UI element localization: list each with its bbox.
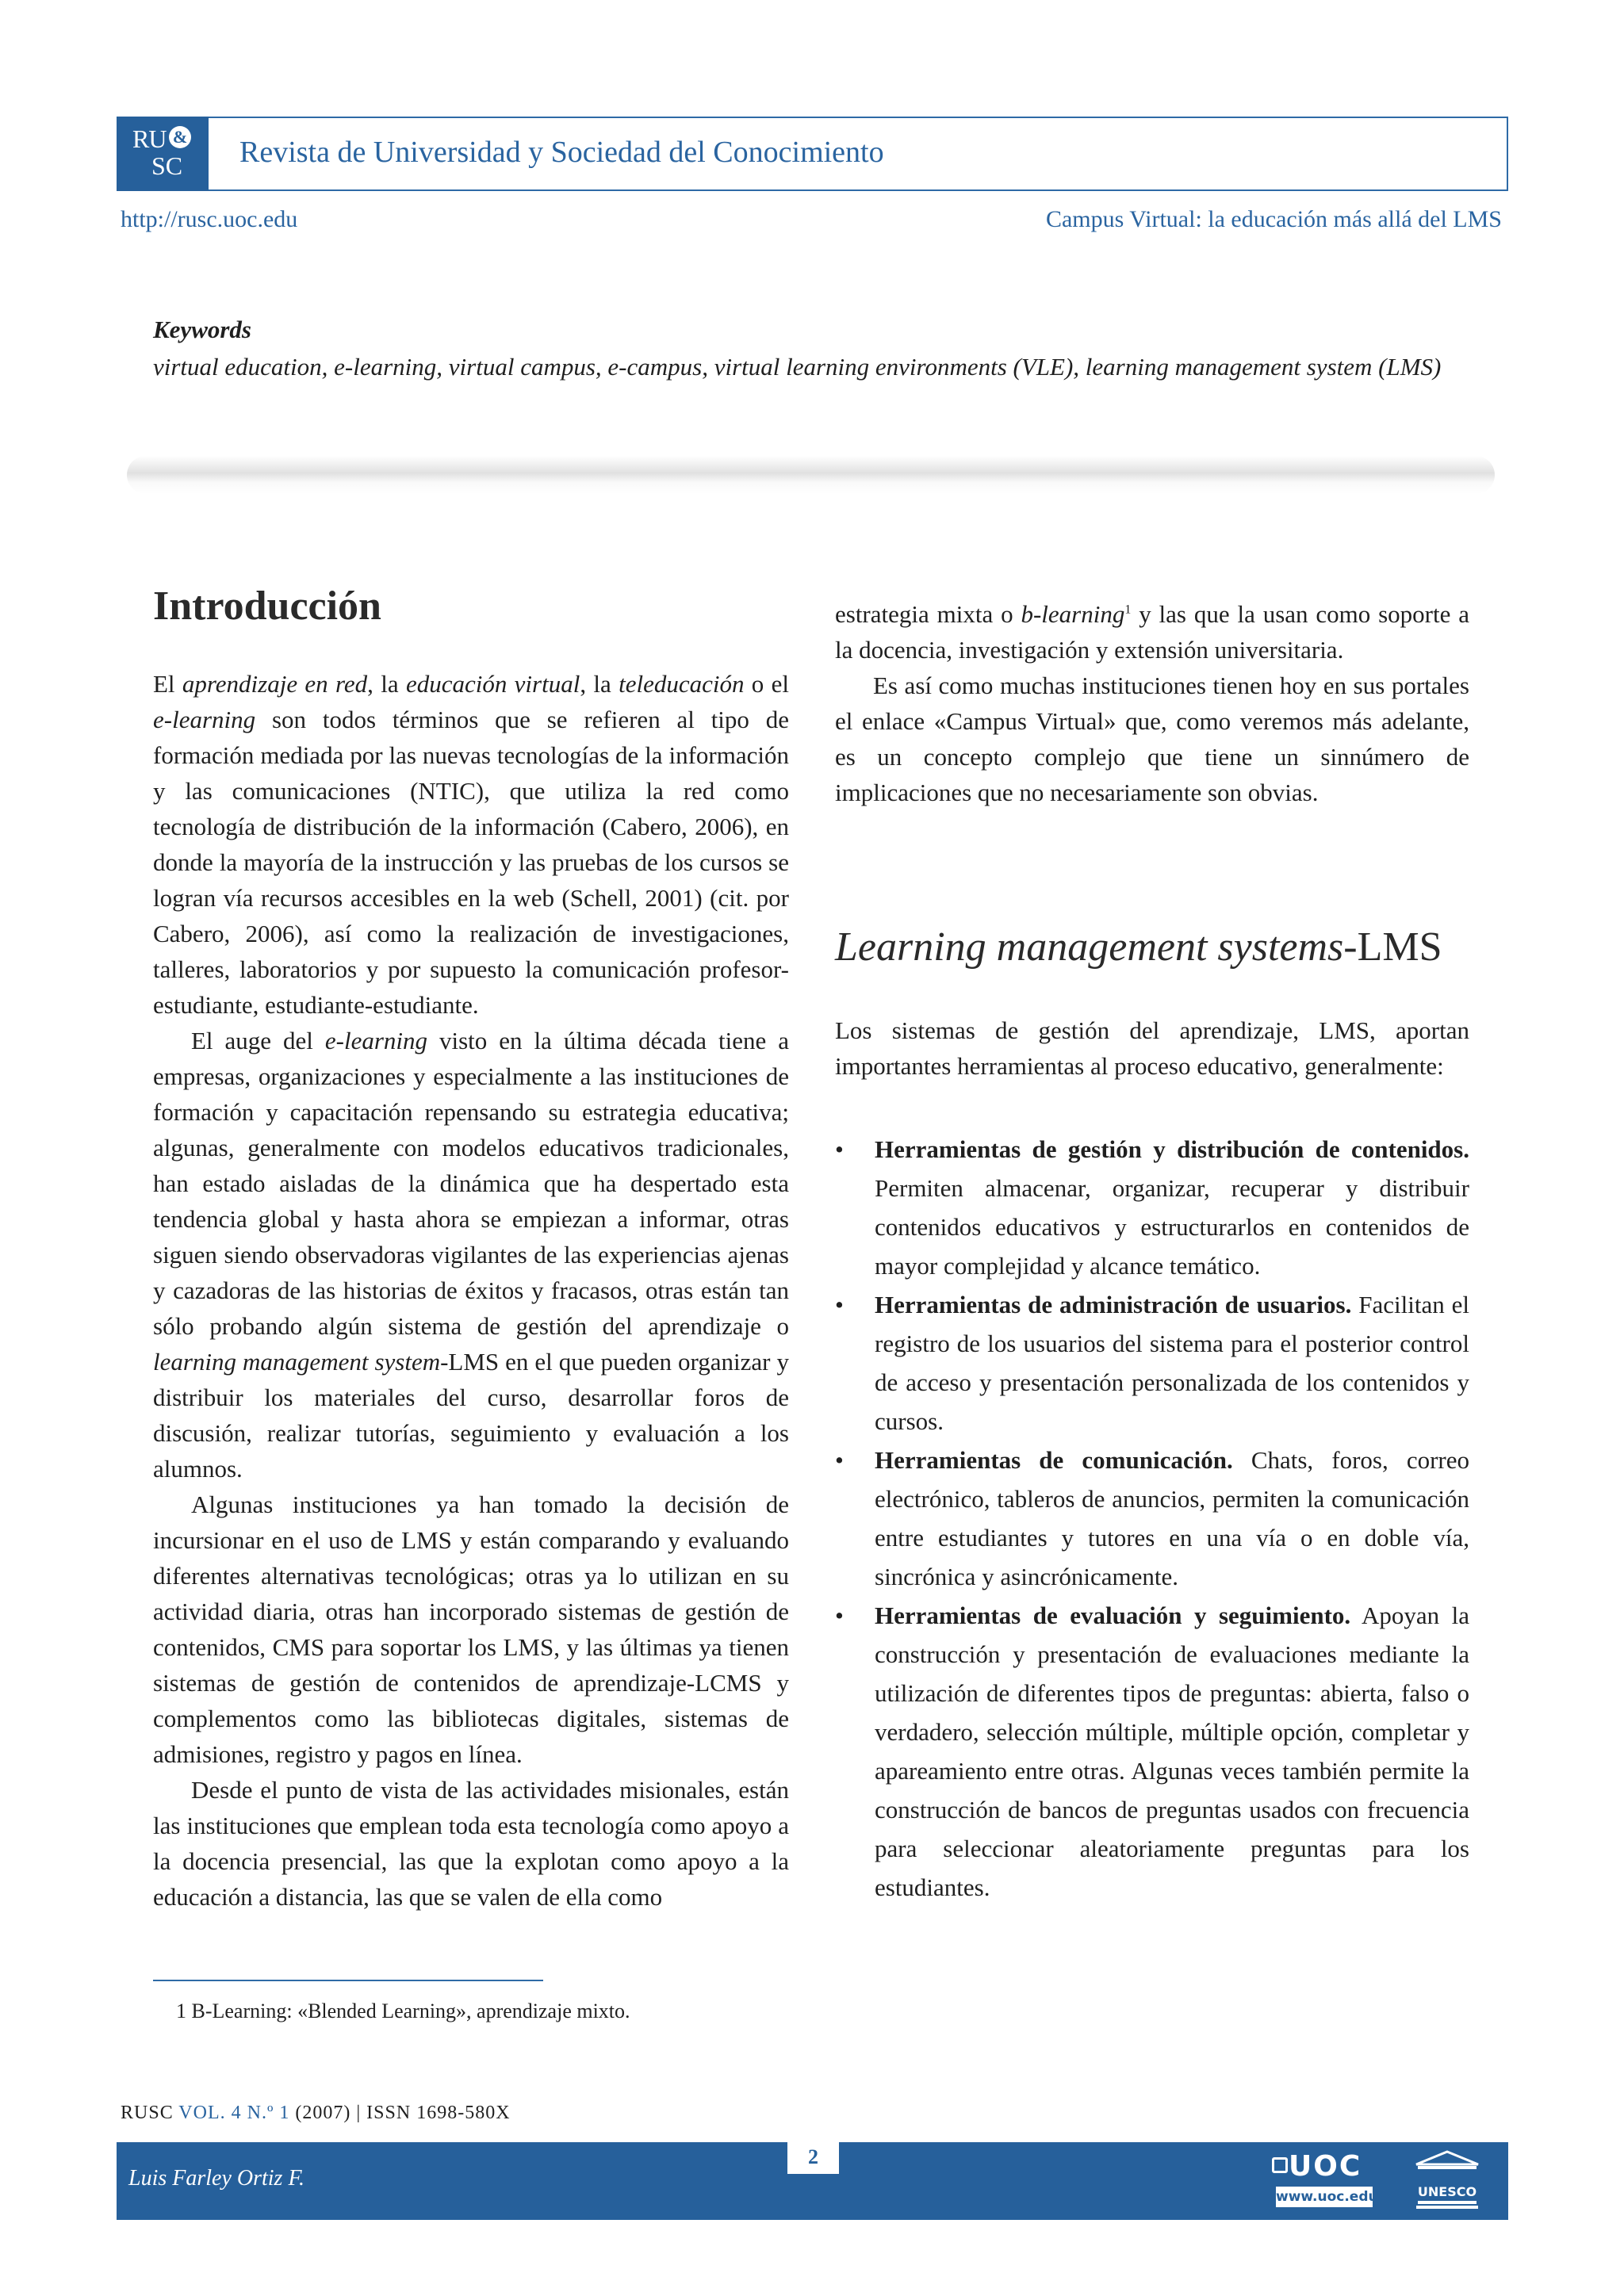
rusc-logo xyxy=(117,117,209,191)
intro-left-column xyxy=(153,666,789,1915)
list-item: • Herramientas de comunicación. Chats, foros, correo electrónico, tableros de anuncios, permiten la comunicación entre estudiantes y tutores en una vía o en doble vía, sincrónica y asincrónicamente. xyxy=(835,1441,1469,1596)
list-item: • Herramientas de administración de usuarios. Facilitan el registro de los usuarios del sistema para el posterior control de acceso y presentación personalizada de los contenidos y cursos. xyxy=(835,1285,1469,1441)
lms-intro-paragraph: Los sistemas de gestión del aprendizaje, LMS, aportan importantes herramientas al proceso educativo, generalmente: xyxy=(835,1016,1469,1080)
intro-paragraph-2: El auge del e-learning visto en la última década tiene a empresas, organizaciones y especialmente a las instituciones de formación y capacitación repensando su estrategia educativa; algunas, generalmente con modelos educativos tradicionales, han estado aisladas de la dinámica que ha despertado esta tendencia global y hasta ahora se empiezan a informar, otras siguen siendo observadoras vigilantes de las experiencias ajenas y cazadoras de las historias de éxitos y fracasos, otras están tan sólo probando algún sistema de gestión del aprendizaje o learning management system-LMS en el que pueden organizar y distribuir los materiales del curso, desarrollar foros de discusión, realizar tutorías, seguimiento y evaluación a los alumnos. xyxy=(153,1027,790,1483)
keywords-heading: Keywords xyxy=(153,316,251,343)
uoc-url-link[interactable]: www.uoc.edu xyxy=(1276,2187,1373,2207)
intro-paragraph-5: Es así como muchas instituciones tienen hoy en sus portales el enlace «Campus Virtual» que, como veremos más adelante, es un concepto complejo que tiene un sinnúmero de implicaciones que no necesariamente son obvias. xyxy=(835,672,1469,806)
footnote-marker[interactable]: 1 xyxy=(1124,603,1132,617)
page-number: 2 xyxy=(787,2141,839,2174)
uoc-logo-icon xyxy=(1272,2157,1288,2173)
logo-text-top: RU xyxy=(132,124,167,153)
journal-title: Revista de Universidad y Sociedad del Conocimiento xyxy=(239,136,884,169)
intro-paragraph-4-continued: estrategia mixta o b-learning$^1$ y las que la usan como soporte a la docencia, investigación y extensión universitaria. xyxy=(835,600,1469,664)
list-item: • Herramientas de gestión y distribución de contenidos. Permiten almacenar, organizar, recuperar y distribuir contenidos educativos y estructurarlos en contenidos de mayor complejidad y alcance temático. xyxy=(835,1130,1469,1285)
intro-right-column xyxy=(835,596,1469,810)
lms-heading: Learning management systems-LMS xyxy=(835,924,1442,970)
unesco-logo-icon xyxy=(1415,2150,1480,2210)
unesco-logo-text: UNESCO xyxy=(1417,2184,1477,2199)
logo-ampersand: & xyxy=(169,126,191,148)
lms-tools-list xyxy=(835,1130,1469,1907)
uoc-logo-text: UOC xyxy=(1289,2150,1362,2183)
author-name: Luis Farley Ortiz F. xyxy=(128,2166,304,2191)
journal-url-link[interactable]: http://rusc.uoc.edu xyxy=(121,206,298,232)
keywords-text: virtual education, e-learning, virtual campus, e-campus, virtual learning environments (VLE), learning management system (LMS) xyxy=(153,353,1442,381)
logo-text-bottom: SC xyxy=(151,151,183,180)
intro-paragraph-1: El aprendizaje en red, la educación virtual, la teleducación o el e-learning son todos términos que se refieren al tipo de formación mediada por las nuevas tecnologías de la información y las comunicaciones (NTIC), que utiliza la red como tecnología de distribución de la información (Cabero, 2006), en donde la mayoría de la instrucción y las pruebas de los cursos se logran vía recursos accesibles en la web (Schell, 2001) (cit. por Cabero, 2006), así como la realización de investigaciones, talleres, laboratorios y por supuesto la comunicación profesor-estudiante, estudiante-estudiante. xyxy=(153,670,789,1019)
footnote: 1 B-Learning: «Blended Learning», aprendizaje mixto. xyxy=(176,1999,630,2022)
intro-paragraph-4: Desde el punto de vista de las actividades misionales, están las instituciones que emplean toda esta tecnología como apoyo a la docencia presencial, las que la explotan como apoyo a la educación a distancia, las que se valen de ella como xyxy=(153,1776,789,1911)
running-title: Campus Virtual: la educación más allá del LMS xyxy=(1045,206,1502,232)
footnote-rule xyxy=(153,1980,543,1981)
intro-paragraph-3: Algunas instituciones ya han tomado la decisión de incursionar en el uso de LMS y están comparando y evaluando diferentes alternativas tecnológicas; otras ya lo utilizan en su actividad diaria, otras han incorporado sistemas de gestión de contenidos, CMS para soportar los LMS, y las últimas ya tienen sistemas de gestión de contenidos de aprendizaje-LCMS y complementos como las bibliotecas digitales, sistemas de admisiones, registro y pagos en línea. xyxy=(153,1490,789,1768)
list-item: • Herramientas de evaluación y seguimiento. Apoyan la construcción y presentación de evaluaciones mediante la utilización de diferentes tipos de preguntas: abierta, falso o verdadero, selección múltiple, múltiple opción, completar y apareamiento entre otras. Algunas veces también permite la construcción de bancos de preguntas usados con frecuencia para seleccionar aleatoriamente preguntas para los estudiantes. xyxy=(835,1596,1469,1907)
section-divider xyxy=(127,456,1495,494)
intro-heading: Introducción xyxy=(153,584,381,629)
issue-info: RUSC VOL. 4 N.º 1 (2007) | ISSN 1698-580X xyxy=(121,2103,511,2123)
